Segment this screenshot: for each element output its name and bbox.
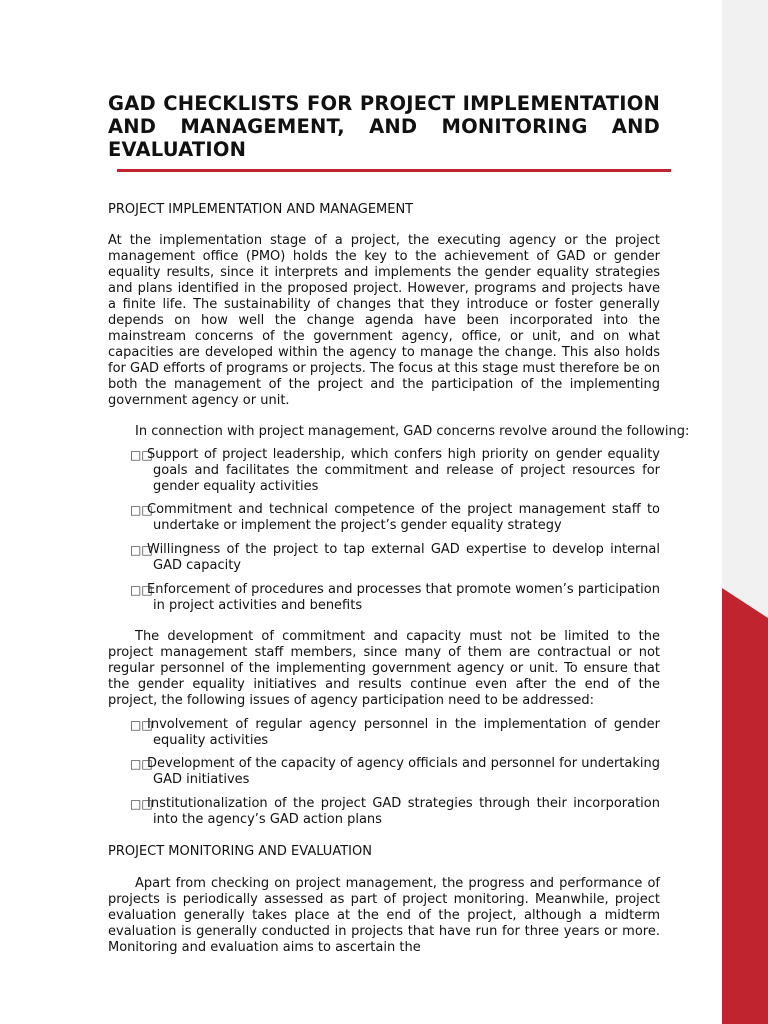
list-item <box>130 756 660 788</box>
document-header <box>108 92 660 161</box>
agency-participation-paragraph: The development of commitment and capacity must not be limited to the project management staff members, since many of them are contractual or not regular personnel of the implementing government agency or unit. To ensure that the gender equality initiatives and results continue even after the end of the project, the following issues of agency participation need to be addressed: <box>108 629 660 708</box>
concerns-lead-sentence: In connection with project management, GAD concerns revolve around the following: <box>135 424 690 439</box>
list-item <box>130 502 660 534</box>
list-item-text: Development of the capacity of agency officials and personnel for undertaking GAD initiatives <box>147 756 660 787</box>
monitoring-paragraph: Apart from checking on project management, the progress and performance of projects is periodically assessed as part of project monitoring. Meanwhile, project evaluation generally takes place at the end of the project, although a midterm evaluation is generally conducted in projects that have run for three years or more. Monitoring and evaluation aims to ascertain the <box>108 876 660 955</box>
list-item-text: Willingness of the project to tap external GAD expertise to develop internal GAD capacity <box>147 542 660 573</box>
bullet-marker: □□ <box>130 757 153 771</box>
title-underline <box>117 169 671 172</box>
section-heading-implementation: PROJECT IMPLEMENTATION AND MANAGEMENT <box>108 202 414 217</box>
list-item <box>130 582 660 614</box>
list-item <box>130 542 660 574</box>
decorative-red-bar <box>722 588 768 1024</box>
bullet-marker: □□ <box>130 583 153 597</box>
bullet-marker: □□ <box>130 718 153 732</box>
section-heading-monitoring: PROJECT MONITORING AND EVALUATION <box>108 844 372 859</box>
bullet-marker: □□ <box>130 543 153 557</box>
list-item <box>130 447 660 495</box>
list-item-text: Commitment and technical competence of the project management staff to undertake or implement the project’s gender equality strategy <box>147 502 660 533</box>
list-item <box>130 796 660 828</box>
document-title: GAD CHECKLISTS FOR PROJECT IMPLEMENTATION AND MANAGEMENT, AND MONITORING AND EVALUATION <box>108 92 660 161</box>
list-item-text: Support of project leadership, which confers high priority on gender equality goals and facilitates the commitment and release of project resources for gender equality activities <box>147 447 660 494</box>
bullet-marker: □□ <box>130 797 153 811</box>
list-item-text: Enforcement of procedures and processes that promote women’s participation in project activities and benefits <box>147 582 660 613</box>
list-item <box>130 717 660 749</box>
list-item-text: Involvement of regular agency personnel in the implementation of gender equality activities <box>147 717 660 748</box>
bullet-marker: □□ <box>130 503 153 517</box>
bullet-marker: □□ <box>130 448 153 462</box>
list-item-text: Institutionalization of the project GAD strategies through their incorporation into the agency’s GAD action plans <box>147 796 660 827</box>
implementation-intro-paragraph: At the implementation stage of a project, the executing agency or the project management office (PMO) holds the key to the achievement of GAD or gender equality results, since it interprets and implements the gender equality strategies and plans identified in the proposed project. However, programs and projects have a finite life. The sustainability of changes that they introduce or foster generally depends on how well the change agenda have been incorporated into the mainstream concerns of the government agency, office, or unit, and on what capacities are developed within the agency to manage the change. This also holds for GAD efforts of programs or projects. The focus at this stage must therefore be on both the management of the project and the participation of the implementing government agency or unit. <box>108 233 661 408</box>
